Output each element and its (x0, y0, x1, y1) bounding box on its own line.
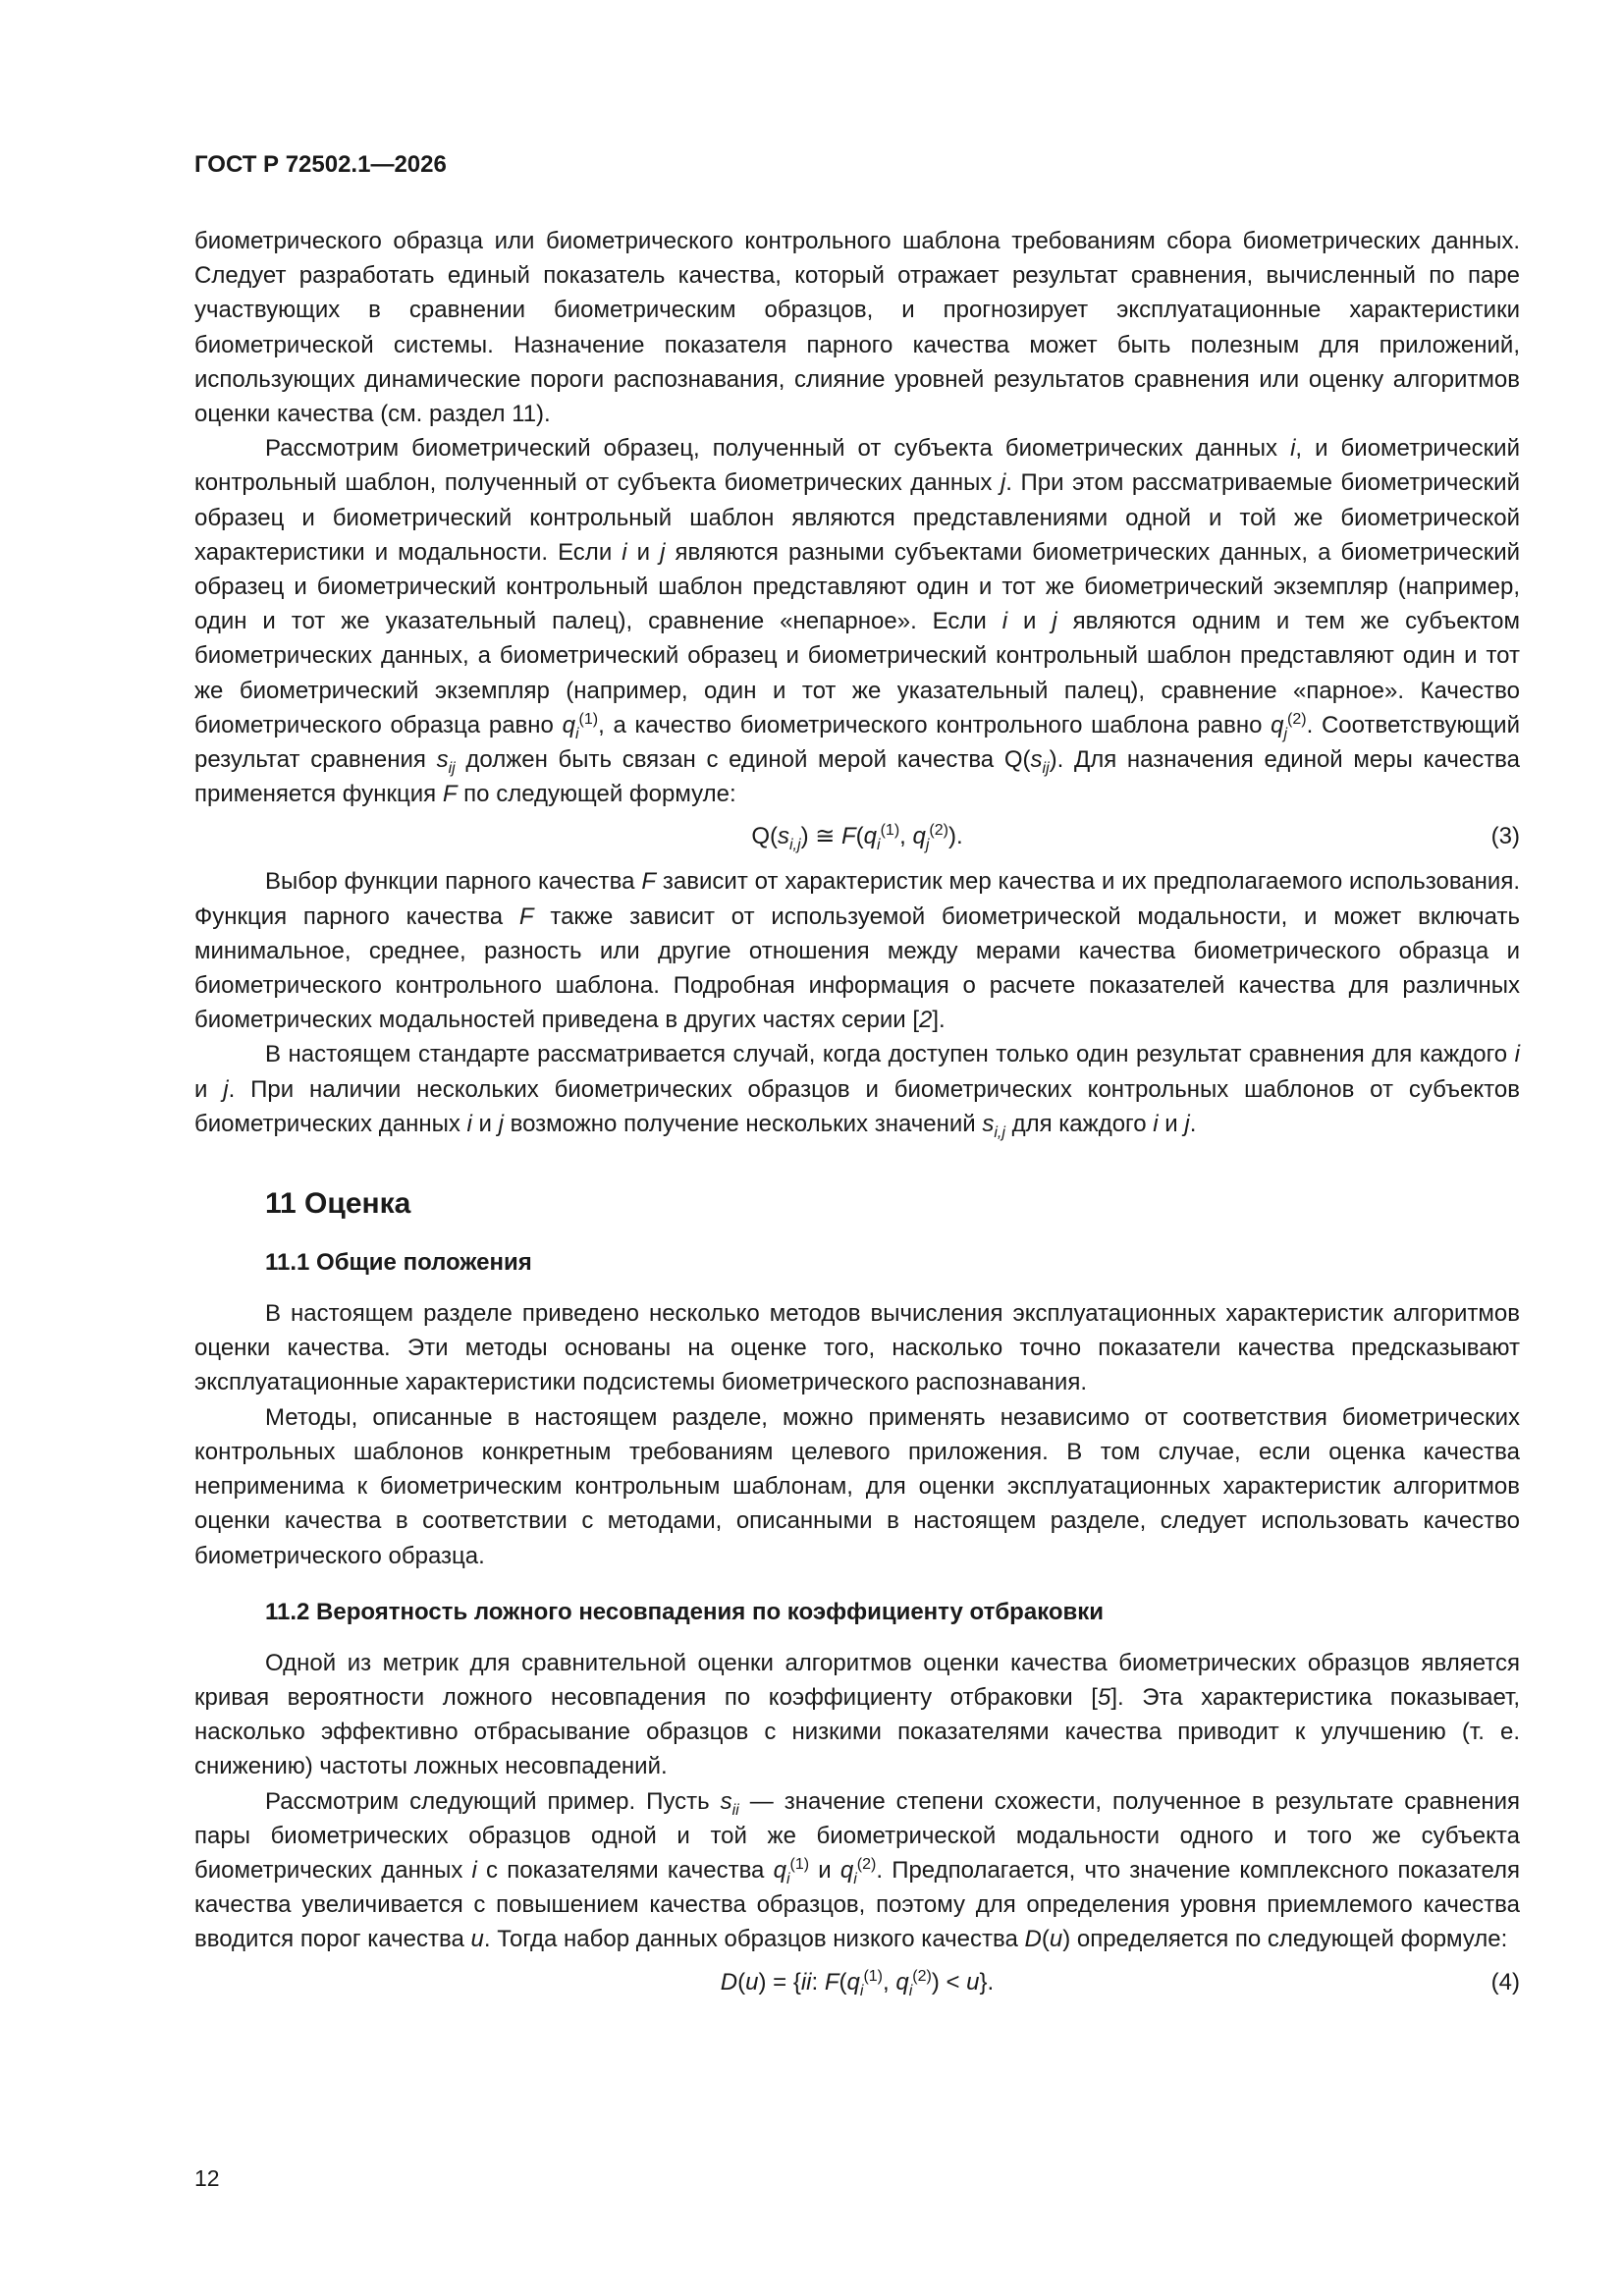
formula-3-number: (3) (1490, 823, 1520, 850)
page-number: 12 (194, 2165, 220, 2191)
formula-3 (194, 819, 1520, 854)
paragraph-continuation: биометрического образца или биометрического контрольного шаблона требованиям сбора биометрических данных. Следует разработать единый показатель качества, который отражает результат сравнения, вычисленный по паре участвующих в сравнении биометрическим образцов, и прогнозирует эксплуатационные характеристики биометрической системы. Назначение показателя парного качества может быть полезным для приложений, использующих динамические пороги распознавания, слияние уровней результатов сравнения или оценку алгоритмов оценки качества (см. раздел 11). (194, 228, 1520, 428)
paragraph-pair-quality: Рассмотрим биометрический образец, полученный от субъекта биометрических данных i, и биометрический контрольный шаблон, полученный от субъекта биометрических данных j. При этом рассматриваемые биометрический образец и биометрический контрольный шаблон являются представлениями одной и той же биометрической характеристики и модальности. Если i и j являются разными субъектами биометрических данных, а биометрический образец и биометрический контрольный шаблон представляют один и тот же биометрический экземпляр (например, один и тот же указательный палец), сравнение «непарное». Если i и j являются одним и тем же субъектом биометрических данных, а биометрический образец и биометрический контрольный шаблон представляют один и тот же биометрический экземпляр (например, один и тот же указательный палец), сравнение «парное». Качество биометрического образца равно $q_i^{(1)}$, а качество биометрического контрольного шаблона равно $q_j^{(2)}$. Соответствующий результат сравнения $s_{ij}$ должен быть связан с единой мерой качества $Q(s_{ij})$. Для назначения единой меры качества применяется функция F по следующей формуле: (194, 435, 1521, 808)
paragraph-methods-application: Методы, описанные в настоящем разделе, можно применять независимо от соответствия биометрических контрольных шаблонов конкретным требованиям целевого приложения. В том случае, если оценка качества неприменима к биометрическим контрольным шаблонам, для оценки эксплуатационных характеристик алгоритмов оценки качества в соответствии с методами, описанными в настоящем разделе, следует использовать качество биометрического образца. (194, 1403, 1520, 1569)
formula-4 (194, 1965, 1520, 2000)
paragraph-single-result: В настоящем стандарте рассматривается случай, когда доступен только один результат сравнения для каждого i и j. При наличии нескольких биометрических образцов и биометрических контрольных шаблонов от субъектов биометрических данных i и j возможно получение нескольких значений $s_{i,j}$ для каждого i и j. (194, 1041, 1520, 1141)
formula-4-number: (4) (1490, 1968, 1520, 1995)
formula-3-expression: $Q(s_{i,j})$ ≅ $F(q_i^{(1)}$, $q_j^{(2)}$). (751, 822, 963, 854)
paragraph-methods-intro: В настоящем разделе приведено несколько методов вычисления эксплуатационных характеристик алгоритмов оценки качества. Эти методы основаны на оценке того, насколько точно показатели качества предсказывают эксплуатационные характеристики подсистемы биометрического распознавания. (194, 1300, 1520, 1396)
paragraph-fnm-curve: Одной из метрик для сравнительной оценки алгоритмов оценки качества биометрических образцов является кривая вероятности ложного несовпадения по коэффициенту отбраковки [5]. Эта характеристика показывает, насколько эффективно отбрасывание образцов с низкими показателями качества приводит к улучшению (т. е. снижению) частоты ложных несовпадений. (194, 1649, 1521, 1780)
document-code-header: ГОСТ Р 72502.1—2026 (194, 151, 447, 178)
subsection-heading-11-2: 11.2 Вероятность ложного несовпадения по коэффициенту отбраковки (265, 1598, 1105, 1625)
paragraph-example: Рассмотрим следующий пример. Пусть $s_{ii}$ — значение степени схожести, полученное в результате сравнения пары биометрических образцов одной и той же биометрической модальности одного и того же субъекта биометрических данных i с показателями качества $q_i^{(1)}$ и $q_i^{(2)}$. Предполагается, что значение комплексного показателя качества увеличивается с повышением качества образцов, поэтому для определения уровня приемлемого качества вводится порог качества u. Тогда набор данных образцов низкого качества D(u) определяется по следующей формуле: (194, 1787, 1520, 1953)
paragraph-function-choice: Выбор функции парного качества F зависит от характеристик мер качества и их предполагаемого использования. Функция парного качества F также зависит от используемой биометрической модальности, и может включать минимальное, среднее, разность или другие отношения между мерами качества биометрического образца и биометрического контрольного шаблона. Подробная информация о расчете показателей качества для различных биометрических модальностей приведена в других частях серии [2]. (194, 868, 1521, 1034)
page-content (194, 224, 1520, 2010)
subsection-heading-11-1: 11.1 Общие положения (265, 1249, 532, 1277)
section-heading-11: 11 Оценка (265, 1187, 411, 1221)
formula-4-expression: D(u) = {ii: $F(q_i^{(1)}$, $q_i^{(2)}) < u$}. (720, 1967, 995, 1999)
